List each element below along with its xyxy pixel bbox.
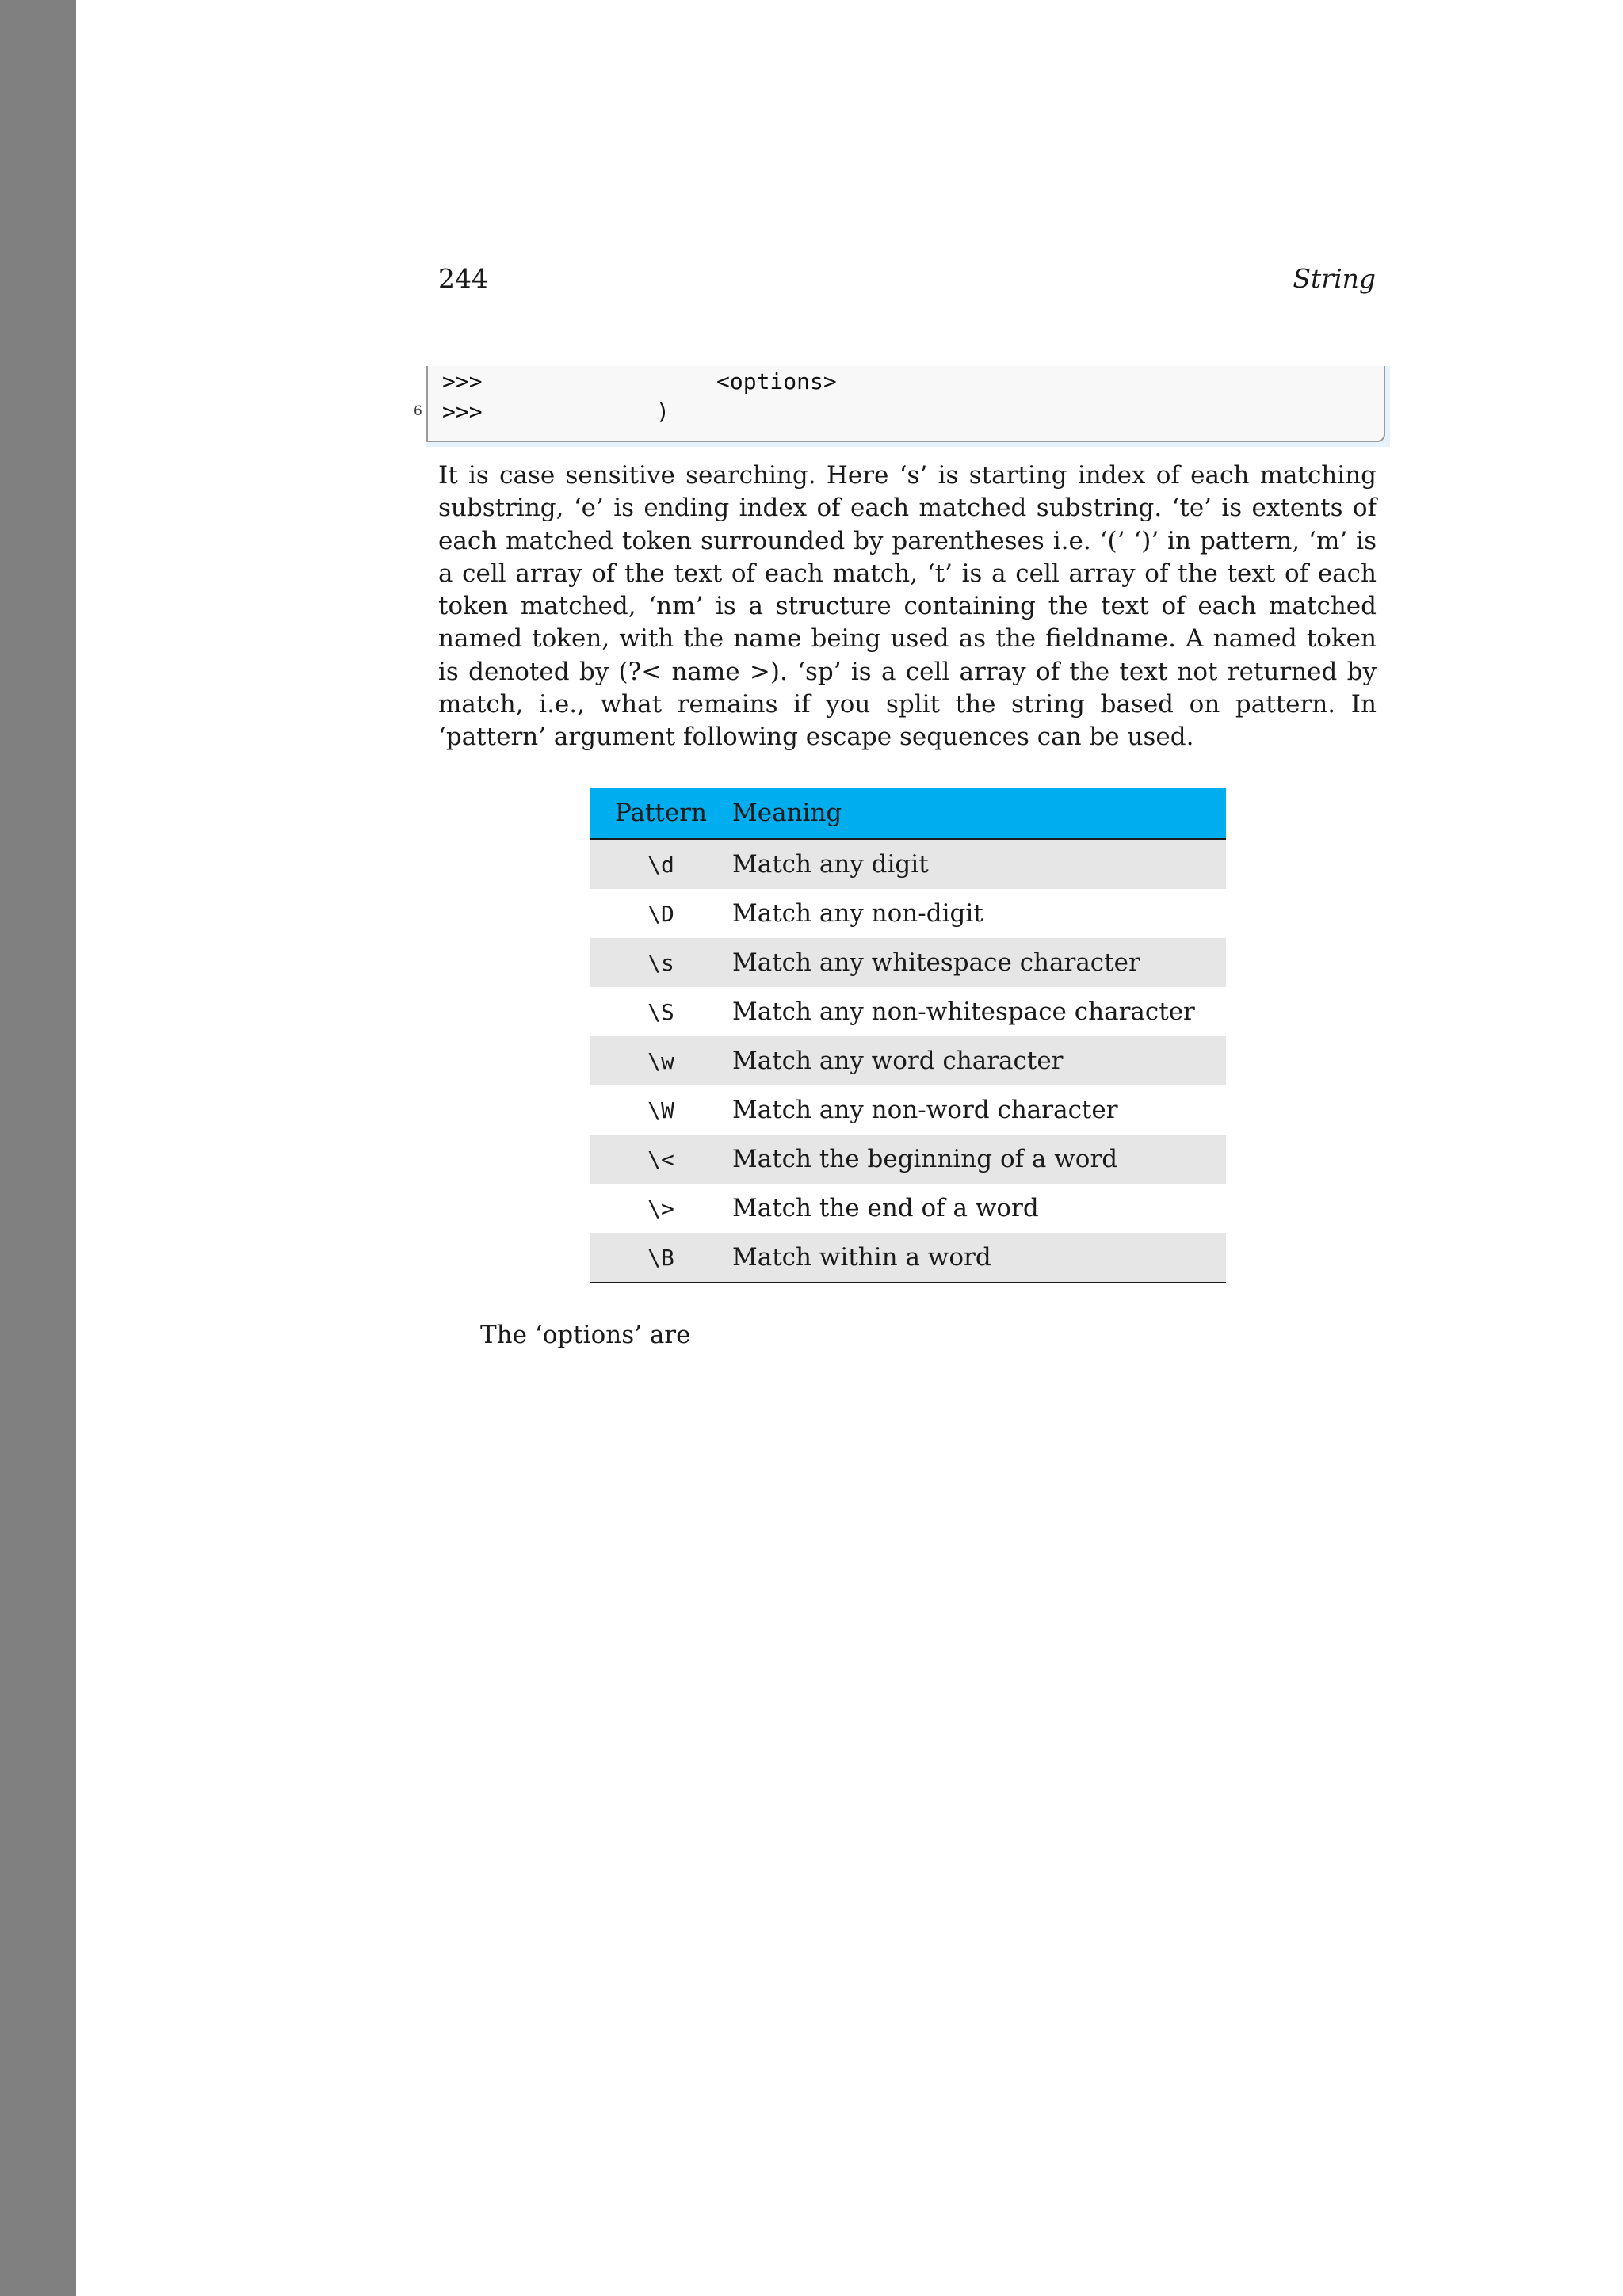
body-paragraph: It is case sensitive searching. Here ‘s’ is starting index of each matching substring, ‘e’ is ending index of each matched substring. ‘te’ is extents of each matched token surrounded by parentheses i.e. ‘(’ ‘)’ in pattern, ‘m’ is a cell array of the text of each match, ‘t’ is a cell array of the text of each token matched, ‘nm’ is a structure containing the text of each matched named token, with the name being used as the fieldname. A named token is denoted by (?< name >). ‘sp’ is a cell array of the text not returned by match, i.e., what remains if you split the string based on pattern. In ‘pattern’ argument following escape sequences can be used. (438, 461, 1377, 752)
table-row (590, 1233, 1226, 1283)
table-row (590, 938, 1226, 987)
escape-sequence-table (590, 788, 1226, 1283)
table-row (590, 839, 1226, 889)
code-box (426, 366, 1385, 442)
meaning-cell: Match any non-whitespace character (732, 997, 1195, 1026)
table-row (590, 1085, 1226, 1135)
table-row (590, 889, 1226, 938)
page-margin-band (0, 0, 76, 2296)
meaning-cell: Match any non-digit (732, 899, 983, 928)
pattern-cell: \B (590, 1233, 732, 1283)
table-header-row (590, 788, 1226, 839)
pattern-cell: \W (647, 1097, 674, 1123)
code-text: <options> (716, 368, 837, 395)
pattern-cell: \> (647, 1195, 674, 1222)
column-header-pattern: Pattern (590, 788, 732, 839)
pattern-cell: \D (647, 900, 674, 927)
meaning-cell: Match any whitespace character (732, 948, 1140, 977)
code-text: ) (656, 399, 670, 425)
pattern-cell: \S (647, 998, 674, 1025)
pattern-cell: \s (647, 949, 674, 976)
code-listing (426, 366, 1390, 447)
meaning-cell: Match within a word (732, 1233, 1226, 1283)
meaning-cell: Match any digit (732, 850, 929, 879)
pattern-cell: \w (647, 1047, 674, 1074)
options-intro: The ‘options’ are (480, 1321, 691, 1349)
pattern-cell: \< (647, 1146, 674, 1173)
meaning-cell: Match the beginning of a word (732, 1145, 1118, 1173)
code-line-number: 6 (414, 403, 422, 419)
code-prompt: >>> (442, 368, 483, 395)
table-row (590, 987, 1226, 1036)
meaning-cell: Match any non-word character (732, 1096, 1118, 1124)
meaning-cell: Match any word character (732, 1047, 1064, 1075)
meaning-cell: Match the end of a word (732, 1194, 1039, 1222)
column-header-meaning: Meaning (732, 788, 1226, 839)
running-title: String (1293, 263, 1376, 294)
page-number: 244 (438, 263, 488, 294)
code-prompt: >>> (442, 399, 483, 425)
table-row (590, 1135, 1226, 1184)
table-row (590, 1036, 1226, 1085)
pattern-cell: \d (647, 851, 674, 878)
table-row (590, 1184, 1226, 1233)
